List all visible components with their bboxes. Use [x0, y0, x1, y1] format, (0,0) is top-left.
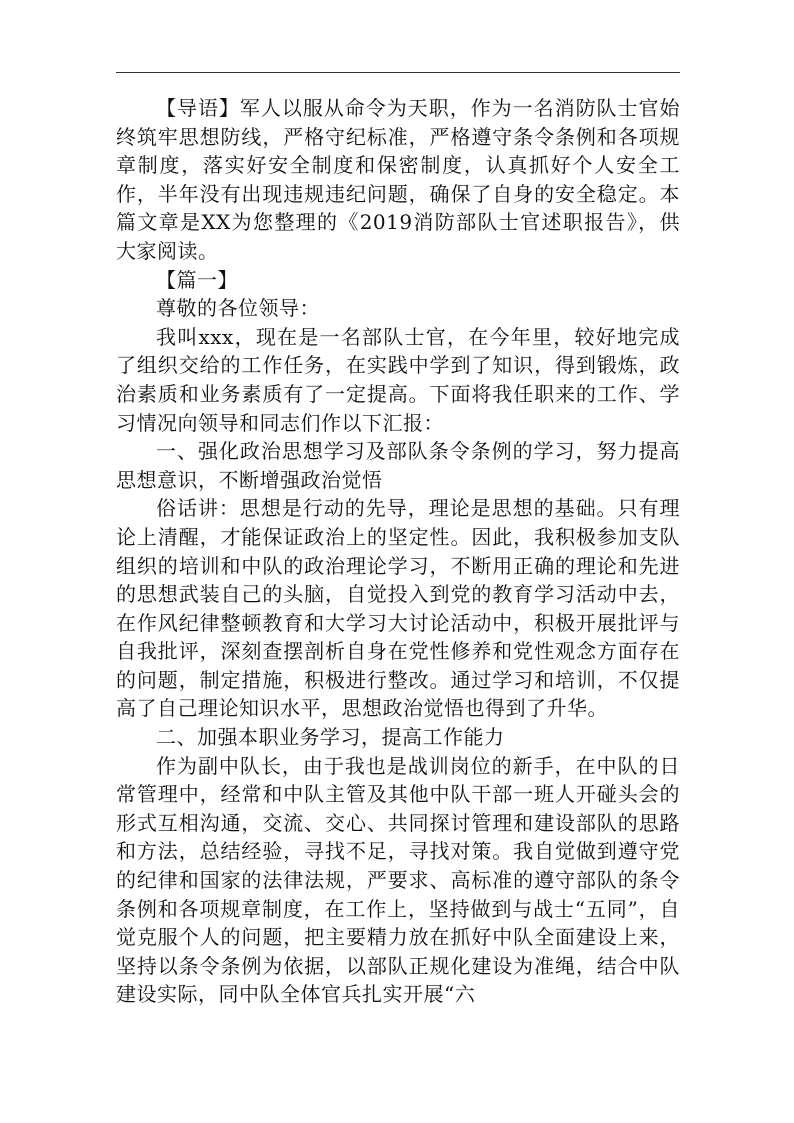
section-heading: 一、强化政治思想学习及部队条令条例的学习，努力提高思想意识，不断增强政治觉悟 — [116, 439, 680, 492]
section-heading: 二、加强本职业务学习，提高工作能力 — [156, 725, 505, 750]
body-paragraph: 我叫xxx，现在是一名部队士官，在今年里，较好地完成了组织交给的工作任务，在实践中学到了知识，得到锻炼，政治素质和业务素质有了一定提高。下面将我任职来的工作、学习情况向领导和同志们作以下汇报： — [116, 324, 680, 435]
salutation: 尊敬的各位领导： — [156, 296, 320, 321]
document-body — [116, 94, 680, 1009]
intro-paragraph: 【导语】军人以服从命令为天职，作为一名消防队士官始终筑牢思想防线，严格守纪标准，严格遵守条令条例和各项规章制度，落实好安全制度和保密制度，认真抓好个人安全工作，半年没有出现违规违纪问题，确保了自身的安全稳定。本篇文章是XX为您整理的《2019消防部队士官述职报告》，供大家阅读。 — [116, 96, 680, 263]
body-paragraph: 作为副中队长，由于我也是战训岗位的新手，在中队的日常管理中，经常和中队主管及其他中队干部一班人开碰头会的形式互相沟通，交流、交心、共同探讨管理和建设部队的思路和方法，总结经验，寻找不足，寻找对策。我自觉做到遵守党的纪律和国家的法律法规，严要求、高标准的遵守部队的条令条例和各项规章制度，在工作上，坚持做到与战士“五同”，自觉克服个人的问题，把主要精力放在抓好中队全面建设上来，坚持以条令条例为依据，以部队正规化建设为准绳，结合中队建设实际，同中队全体官兵扎实开展“六 — [116, 753, 680, 1007]
section-heading-part-one: 【篇一】 — [156, 267, 238, 292]
body-paragraph: 俗话讲：思想是行动的先导，理论是思想的基础。只有理论上清醒，才能保证政治上的坚定性。因此，我积极参加支队组织的培训和中队的政治理论学习，不断用正确的理论和先进的思想武装自己的头脑，自觉投入到党的教育学习活动中去，在作风纪律整顿教育和大学习大讨论活动中，积极开展批评与自我批评，深刻查摆剖析自身在党性修养和党性观念方面存在的问题，制定措施，积极进行整改。通过学习和培训，不仅提高了自己理论知识水平，思想政治觉悟也得到了升华。 — [116, 496, 680, 721]
header-rule — [116, 72, 680, 73]
